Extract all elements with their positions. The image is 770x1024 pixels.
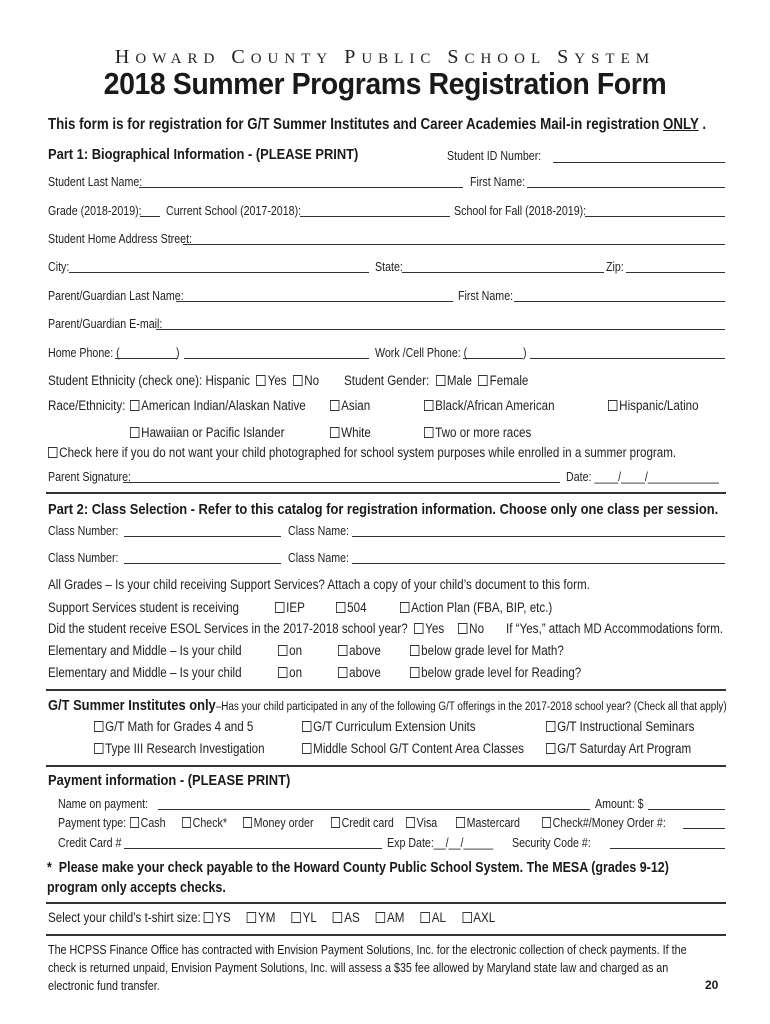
ethnicity-row xyxy=(48,373,319,388)
male-checkbox[interactable] xyxy=(436,375,445,386)
mastercard-checkbox[interactable] xyxy=(456,817,465,828)
money-order-label: Money order xyxy=(253,815,314,830)
first-name-label: First Name: xyxy=(470,174,526,189)
payment-heading: Payment information - (PLEASE PRINT) xyxy=(48,772,291,789)
math-on-label: on xyxy=(289,643,303,658)
esol-no-checkbox[interactable] xyxy=(458,623,467,634)
gt-type3-checkbox[interactable] xyxy=(94,743,103,754)
tshirt-yl-label: YL xyxy=(302,910,317,925)
race-american-indian xyxy=(130,398,306,413)
credit-card-label: Credit card xyxy=(341,815,394,830)
male-label: Male xyxy=(446,373,473,388)
tshirt-row xyxy=(48,910,495,925)
tshirt-axl-label: AXL xyxy=(473,910,496,925)
esol-question: Did the student receive ESOL Services in the 2017-2018 school year? xyxy=(48,621,408,636)
last-name-field[interactable] xyxy=(139,187,463,188)
gt-math xyxy=(94,719,253,734)
part2-heading: Part 2: Class Selection - Refer to this catalog for registration information. Choose only one class per session. xyxy=(48,501,719,518)
tshirt-as-label: AS xyxy=(344,910,360,925)
hispanic-yes-label: Yes xyxy=(267,373,287,388)
race-american-indian-checkbox[interactable] xyxy=(130,400,139,411)
student-id-label: Student ID Number: xyxy=(447,148,542,163)
hispanic-no-label: No xyxy=(304,373,320,388)
reading-below xyxy=(410,665,581,680)
form-intro xyxy=(48,116,706,134)
amount-field[interactable] xyxy=(648,809,725,810)
home-phone-field[interactable] xyxy=(184,358,369,359)
gt-middle-checkbox[interactable] xyxy=(302,743,311,754)
gt-question: –Has your child participated in any of the following G/T offerings in the 2017-2018 school year? (Check all that apply) xyxy=(215,701,727,713)
finance-note: The HCPSS Finance Office has contracted with Envision Payment Solutions, Inc. for the electronic collection of check payments. If the check is returned unpaid, Envision Payment Solutions, Inc. will assess a $35 fee allowed by Maryland state law and charged as an electronic fund transfer. xyxy=(48,943,687,993)
gt-seminars-label: G/T Instructional Seminars xyxy=(557,719,695,734)
current-school-field[interactable] xyxy=(300,216,450,217)
class-name-label-1: Class Name: xyxy=(288,523,350,538)
reading-on-checkbox[interactable] xyxy=(278,667,287,678)
class-number-label-1: Class Number: xyxy=(48,523,119,538)
race-hispanic xyxy=(608,398,699,413)
signature-date[interactable]: Date: ____/____/____________ xyxy=(566,469,719,484)
parent-email-field[interactable] xyxy=(156,329,725,330)
math-on-checkbox[interactable] xyxy=(278,645,287,656)
city-field[interactable] xyxy=(69,272,369,273)
female-label: Female xyxy=(489,373,529,388)
race-black-label: Black/African American xyxy=(435,398,555,413)
gt-curriculum-checkbox[interactable] xyxy=(302,721,311,732)
reading-below-checkbox[interactable] xyxy=(410,667,419,678)
check-label: Check* xyxy=(192,815,228,830)
gt-type3-label: Type III Research Investigation xyxy=(105,741,265,756)
page-number: 20 xyxy=(705,978,719,992)
parent-email-label: Parent/Guardian E-mail: xyxy=(48,316,163,331)
work-phone-paren: ) xyxy=(523,345,527,360)
security-code-field[interactable] xyxy=(610,848,725,849)
class-number-field-1[interactable] xyxy=(124,536,281,537)
gt-curriculum xyxy=(302,719,476,734)
action-plan-label: Action Plan (FBA, BIP, etc.) xyxy=(411,600,553,615)
tshirt-ym-checkbox[interactable] xyxy=(247,912,256,923)
race-asian xyxy=(330,398,370,413)
credit-card-checkbox[interactable] xyxy=(331,817,340,828)
home-phone-label: Home Phone: ( xyxy=(48,345,120,360)
race-white xyxy=(330,425,371,440)
support-label: Support Services student is receiving xyxy=(48,600,240,615)
math-below-checkbox[interactable] xyxy=(410,645,419,656)
race-hispanic-label: Hispanic/Latino xyxy=(619,398,699,413)
part1-heading: Part 1: Biographical Information - (PLEASE PRINT) xyxy=(48,146,359,163)
organization-name: HOWARD COUNTY PUBLIC SCHOOL SYSTEM xyxy=(114,46,656,68)
support-action-plan xyxy=(400,600,552,615)
math-level-label: Elementary and Middle – Is your child xyxy=(48,643,242,658)
iep-label: IEP xyxy=(286,600,305,615)
math-below xyxy=(410,643,564,658)
reading-level-label: Elementary and Middle – Is your child xyxy=(48,665,242,680)
gt-middle xyxy=(302,741,524,756)
check-number-checkbox[interactable] xyxy=(542,817,551,828)
esol-yes xyxy=(414,621,444,636)
race-two-or-more-label: Two or more races xyxy=(435,425,532,440)
credit-card-number-field[interactable] xyxy=(124,848,382,849)
grade-label: Grade (2018-2019): xyxy=(48,203,142,218)
check-number-label: Check#/Money Order #: xyxy=(552,815,666,830)
student-id-field[interactable] xyxy=(553,162,725,163)
esol-yes-label: Yes xyxy=(425,621,445,636)
last-name-label: Student Last Name: xyxy=(48,174,143,189)
gt-math-label: G/T Math for Grades 4 and 5 xyxy=(105,719,254,734)
cash-label: Cash xyxy=(140,815,166,830)
tshirt-am-checkbox[interactable] xyxy=(376,912,385,923)
tshirt-axl-checkbox[interactable] xyxy=(462,912,471,923)
reading-above xyxy=(338,665,381,680)
intro-only: ONLY xyxy=(663,116,699,133)
race-two-or-more xyxy=(424,425,531,440)
pay-cash xyxy=(130,815,166,830)
gt-art xyxy=(546,741,691,756)
race-american-indian-label: American Indian/Alaskan Native xyxy=(141,398,306,413)
photo-optout-label: Check here if you do not want your child photographed for school system purposes while enrolled in a summer program. xyxy=(59,445,677,460)
math-above-label: above xyxy=(349,643,381,658)
payment-name-field[interactable] xyxy=(158,809,590,810)
notice-star: * xyxy=(47,860,52,876)
divider xyxy=(46,902,726,904)
zip-label: Zip: xyxy=(606,259,624,274)
cash-checkbox[interactable] xyxy=(130,817,139,828)
reading-below-label: below grade level for Reading? xyxy=(421,665,582,680)
amount-label: Amount: $ xyxy=(595,796,644,811)
pay-money-order xyxy=(243,815,314,830)
parent-last-name-field[interactable] xyxy=(176,301,453,302)
city-label: City: xyxy=(48,259,70,274)
state-field[interactable] xyxy=(402,272,604,273)
gt-heading-row xyxy=(48,697,727,715)
divider xyxy=(46,765,726,767)
tshirt-al-checkbox[interactable] xyxy=(421,912,430,923)
pay-visa xyxy=(406,815,437,830)
notice-text: Please make your check payable to the Howard County Public School System. The MESA (grades 9-12) program only accepts checks. xyxy=(47,860,669,896)
work-phone-field[interactable] xyxy=(530,358,725,359)
photo-optout xyxy=(48,445,676,460)
money-order-checkbox[interactable] xyxy=(243,817,252,828)
esol-no xyxy=(458,621,484,636)
race-hawaiian-checkbox[interactable] xyxy=(130,427,139,438)
home-phone-paren: ) xyxy=(176,345,180,360)
tshirt-ys-checkbox[interactable] xyxy=(204,912,213,923)
race-white-label: White xyxy=(341,425,371,440)
grade-field[interactable] xyxy=(140,216,160,217)
gt-middle-label: Middle School G/T Content Area Classes xyxy=(313,741,524,756)
work-phone-area-field[interactable] xyxy=(463,358,523,359)
parent-first-name-label: First Name: xyxy=(458,288,514,303)
exp-date[interactable]: Exp Date:__/__/_____ xyxy=(387,835,494,850)
class-name-field-2[interactable] xyxy=(352,563,725,564)
hispanic-yes-checkbox[interactable] xyxy=(256,375,265,386)
ethnicity-label: Student Ethnicity (check one): Hispanic xyxy=(48,373,250,388)
payment-name-label: Name on payment: xyxy=(58,796,149,811)
first-name-field[interactable] xyxy=(527,187,725,188)
504-label: 504 xyxy=(347,600,367,615)
math-below-label: below grade level for Math? xyxy=(421,643,564,658)
race-two-or-more-checkbox[interactable] xyxy=(424,427,433,438)
tshirt-as-checkbox[interactable] xyxy=(333,912,342,923)
class-name-label-2: Class Name: xyxy=(288,550,350,565)
check-payable-notice xyxy=(47,858,701,898)
fall-school-field[interactable] xyxy=(585,216,725,217)
current-school-label: Current School (2017-2018): xyxy=(166,203,302,218)
gt-heading: G/T Summer Institutes only xyxy=(48,697,216,714)
address-field[interactable] xyxy=(183,244,725,245)
action-plan-checkbox[interactable] xyxy=(400,602,409,613)
race-white-checkbox[interactable] xyxy=(330,427,339,438)
fall-school-label: School for Fall (2018-2019): xyxy=(454,203,587,218)
parent-first-name-field[interactable] xyxy=(514,301,725,302)
home-phone-area-field[interactable] xyxy=(115,358,177,359)
female-checkbox[interactable] xyxy=(478,375,487,386)
class-number-field-2[interactable] xyxy=(124,563,281,564)
work-phone-label: Work /Cell Phone: ( xyxy=(375,345,468,360)
pay-mastercard xyxy=(456,815,520,830)
esol-note: If “Yes,” attach MD Accommodations form. xyxy=(506,621,724,636)
divider xyxy=(46,492,726,494)
credit-card-number-label: Credit Card # xyxy=(58,835,122,850)
intro-text: This form is for registration for G/T Summer Institutes and Career Academies Mail-in registration xyxy=(48,116,664,133)
divider xyxy=(46,689,726,691)
check-number-field[interactable] xyxy=(683,828,725,829)
tshirt-al-label: AL xyxy=(431,910,446,925)
tshirt-ym-label: YM xyxy=(257,910,276,925)
reading-on xyxy=(278,665,302,680)
tshirt-am-label: AM xyxy=(387,910,405,925)
gt-seminars xyxy=(546,719,694,734)
esol-yes-checkbox[interactable] xyxy=(414,623,423,634)
reading-above-label: above xyxy=(349,665,381,680)
parent-signature-label: Parent Signature: xyxy=(48,469,131,484)
payment-type-label: Payment type: xyxy=(58,815,127,830)
intro-end: . xyxy=(698,116,707,133)
visa-label: Visa xyxy=(416,815,438,830)
form-title: 2018 Summer Programs Registration Form xyxy=(103,66,667,101)
parent-last-name-label: Parent/Guardian Last Name: xyxy=(48,288,184,303)
race-black xyxy=(424,398,555,413)
math-above-checkbox[interactable] xyxy=(338,645,347,656)
tshirt-yl-checkbox[interactable] xyxy=(292,912,301,923)
mastercard-label: Mastercard xyxy=(466,815,520,830)
zip-field[interactable] xyxy=(626,272,725,273)
visa-checkbox[interactable] xyxy=(406,817,415,828)
support-504 xyxy=(336,600,367,615)
race-hispanic-checkbox[interactable] xyxy=(608,400,617,411)
security-code-label: Security Code #: xyxy=(512,835,591,850)
address-label: Student Home Address Street: xyxy=(48,231,192,246)
race-asian-label: Asian xyxy=(341,398,371,413)
gt-curriculum-label: G/T Curriculum Extension Units xyxy=(313,719,476,734)
math-above xyxy=(338,643,381,658)
esol-no-label: No xyxy=(469,621,485,636)
gender-label: Student Gender: xyxy=(344,373,430,388)
reading-on-label: on xyxy=(289,665,303,680)
divider xyxy=(46,934,726,936)
iep-checkbox[interactable] xyxy=(275,602,284,613)
pay-check-number xyxy=(542,815,666,830)
class-name-field-1[interactable] xyxy=(352,536,725,537)
race-hawaiian xyxy=(130,425,284,440)
pay-check xyxy=(182,815,227,830)
check-checkbox[interactable] xyxy=(182,817,191,828)
hispanic-no-checkbox[interactable] xyxy=(293,375,302,386)
gender-row xyxy=(344,373,528,388)
race-hawaiian-label: Hawaiian or Pacific Islander xyxy=(141,425,285,440)
gt-art-label: G/T Saturday Art Program xyxy=(557,741,692,756)
gt-math-checkbox[interactable] xyxy=(94,721,103,732)
gt-seminars-checkbox[interactable] xyxy=(546,721,555,732)
gt-type3 xyxy=(94,741,265,756)
tshirt-ys-label: YS xyxy=(215,910,231,925)
parent-signature-field[interactable] xyxy=(123,482,560,483)
504-checkbox[interactable] xyxy=(336,602,345,613)
math-on xyxy=(278,643,302,658)
gt-art-checkbox[interactable] xyxy=(546,743,555,754)
tshirt-label: Select your child’s t-shirt size: xyxy=(48,910,201,925)
pay-credit xyxy=(331,815,394,830)
state-label: State: xyxy=(375,259,403,274)
race-asian-checkbox[interactable] xyxy=(330,400,339,411)
race-label: Race/Ethnicity: xyxy=(48,398,126,413)
reading-above-checkbox[interactable] xyxy=(338,667,347,678)
class-number-label-2: Class Number: xyxy=(48,550,119,565)
support-iep xyxy=(275,600,305,615)
race-black-checkbox[interactable] xyxy=(424,400,433,411)
support-question: All Grades – Is your child receiving Support Services? Attach a copy of your child’s document to this form. xyxy=(48,577,590,592)
photo-optout-checkbox[interactable] xyxy=(48,447,57,458)
